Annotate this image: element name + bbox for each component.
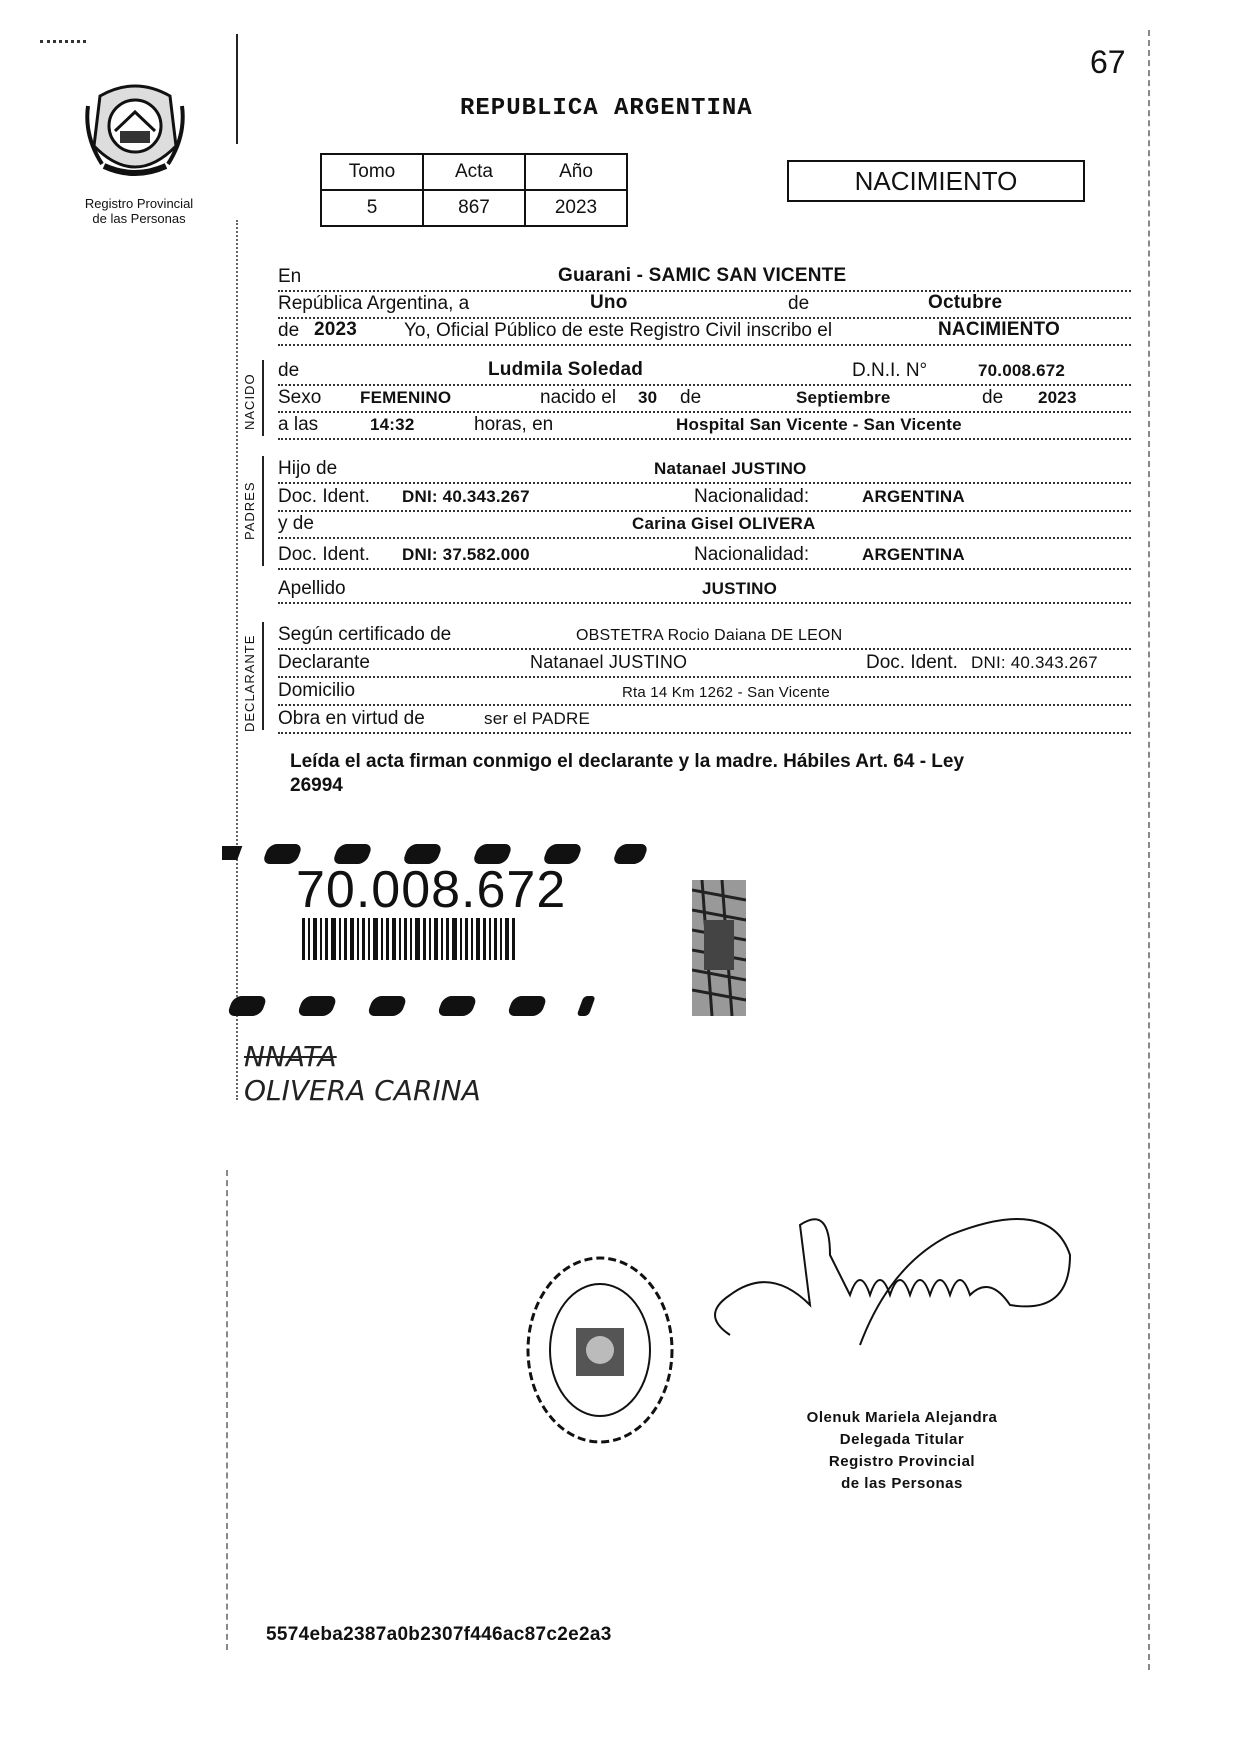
row-nombre bbox=[278, 358, 1131, 386]
handwriting-line1: NNATA bbox=[244, 1040, 337, 1073]
sticker-number: 70.008.672 bbox=[296, 861, 567, 919]
acta-value: 867 bbox=[423, 190, 525, 226]
nac-de2-label: de bbox=[982, 387, 1004, 408]
sticker-pattern-bottom bbox=[222, 996, 596, 1016]
handwriting-line2: OLIVERA CARINA bbox=[244, 1074, 481, 1107]
right-margin-dashed-line bbox=[1148, 30, 1150, 1670]
row-hora bbox=[278, 412, 1131, 440]
document-hash: 5574eba2387a0b2307f446ac87c2e2a3 bbox=[266, 1624, 612, 1645]
row-madre bbox=[278, 511, 1131, 539]
official-signature bbox=[690, 1195, 1100, 1375]
madre-value: Carina Gisel OLIVERA bbox=[632, 514, 816, 533]
hijo-label: Hijo de bbox=[278, 458, 338, 479]
row-declarante bbox=[278, 650, 1131, 678]
declarante-bracket bbox=[262, 622, 264, 730]
nac-anio-value: 2023 bbox=[1038, 388, 1077, 407]
row-apellido bbox=[278, 576, 1131, 604]
row-obra bbox=[278, 706, 1131, 734]
document-type-box: NACIMIENTO bbox=[787, 160, 1085, 202]
tomo-value: 5 bbox=[321, 190, 423, 226]
nac-de-label: de bbox=[680, 387, 702, 408]
closing-note-line2: 26994 bbox=[290, 775, 343, 796]
ano-header: Año bbox=[525, 154, 627, 190]
de-label: de bbox=[788, 293, 810, 314]
hora-value: 14:32 bbox=[370, 415, 415, 434]
official-line2: Delegada Titular bbox=[839, 1431, 965, 1448]
padre-doc-value: DNI: 40.343.267 bbox=[402, 487, 530, 506]
dia-value: Uno bbox=[590, 292, 628, 313]
padres-bracket bbox=[262, 456, 264, 566]
republica-label: República Argentina, a bbox=[278, 293, 470, 314]
apellido-value: JUSTINO bbox=[702, 579, 778, 598]
coat-of-arms-logo bbox=[80, 76, 190, 186]
madre-doc-value: DNI: 37.582.000 bbox=[402, 545, 530, 564]
obra-value: ser el PADRE bbox=[484, 709, 591, 728]
domicilio-label: Domicilio bbox=[278, 680, 356, 701]
horas-label: horas, en bbox=[474, 414, 554, 435]
row-republica bbox=[278, 291, 1131, 319]
row-anio bbox=[278, 318, 1131, 346]
declarante-section-label: DECLARANTE bbox=[242, 634, 257, 732]
closing-note bbox=[290, 750, 1130, 798]
page-number: 67 bbox=[1090, 44, 1126, 80]
row-en bbox=[278, 264, 1131, 292]
madre-doc-label: Doc. Ident. bbox=[278, 544, 370, 565]
nacido-el-label: nacido el bbox=[540, 387, 617, 408]
row-domicilio bbox=[278, 678, 1131, 706]
acta-header: Acta bbox=[423, 154, 525, 190]
closing-note-line1: Leída el acta firman conmigo el declarante y la madre. Hábiles Art. 64 - Ley bbox=[290, 751, 965, 772]
registro-line2: de las Personas bbox=[92, 211, 186, 226]
alas-label: a las bbox=[278, 414, 319, 435]
registro-line1: Registro Provincial bbox=[84, 196, 194, 211]
de2-label: de bbox=[278, 320, 300, 341]
madre-nac-label: Nacionalidad: bbox=[694, 544, 810, 565]
obra-label: Obra en virtud de bbox=[278, 708, 425, 729]
dni-label: D.N.I. N° bbox=[852, 360, 928, 381]
yo-label: Yo, Oficial Público de este Registro Civil inscribo el bbox=[404, 320, 833, 341]
row-certificado bbox=[278, 622, 1131, 650]
de3-label: de bbox=[278, 360, 300, 381]
nac-mes-value: Septiembre bbox=[796, 388, 891, 407]
en-value: Guarani - SAMIC SAN VICENTE bbox=[558, 265, 847, 286]
nacido-section-label: NACIDO bbox=[242, 373, 257, 430]
nac-dia-value: 30 bbox=[638, 388, 658, 407]
nacido-bracket bbox=[262, 360, 264, 436]
official-line3: Registro Provincial bbox=[828, 1453, 976, 1470]
sexo-value: FEMENINO bbox=[360, 388, 452, 407]
domicilio-value: Rta 14 Km 1262 - San Vicente bbox=[622, 684, 830, 701]
ano-value: 2023 bbox=[525, 190, 627, 226]
row-hijo bbox=[278, 456, 1131, 484]
nombre-value: Ludmila Soledad bbox=[488, 359, 644, 380]
mes-value: Octubre bbox=[928, 292, 1003, 313]
row-sexo bbox=[278, 385, 1131, 413]
registro-label bbox=[58, 196, 220, 226]
padre-doc-label: Doc. Ident. bbox=[278, 486, 370, 507]
lugar-value: Hospital San Vicente - San Vicente bbox=[676, 415, 962, 434]
apellido-label: Apellido bbox=[278, 578, 346, 599]
declarante-doc-value: DNI: 40.343.267 bbox=[971, 653, 1098, 672]
page-title: REPUBLICA ARGENTINA bbox=[460, 95, 753, 122]
yde-label: y de bbox=[278, 513, 314, 534]
sexo-label: Sexo bbox=[278, 387, 322, 408]
left-lower-dashed-line bbox=[226, 1170, 228, 1650]
certificado-label: Según certificado de bbox=[278, 624, 452, 645]
dni-value: 70.008.672 bbox=[978, 361, 1066, 380]
tomo-header: Tomo bbox=[321, 154, 423, 190]
en-label: En bbox=[278, 266, 302, 287]
declarante-label: Declarante bbox=[278, 652, 370, 673]
declarante-value: Natanael JUSTINO bbox=[530, 652, 688, 672]
padre-nac-value: ARGENTINA bbox=[862, 487, 965, 506]
table-value-row bbox=[321, 190, 627, 226]
official-name-block bbox=[782, 1407, 1022, 1495]
declarante-doc-label: Doc. Ident. bbox=[866, 652, 958, 673]
madre-nac-value: ARGENTINA bbox=[862, 545, 965, 564]
tipo-value: NACIMIENTO bbox=[938, 319, 1060, 340]
tomo-acta-ano-table bbox=[320, 153, 628, 227]
certificado-value: OBSTETRA Rocio Daiana DE LEON bbox=[576, 627, 843, 644]
official-line4: de las Personas bbox=[841, 1475, 963, 1492]
left-margin-line bbox=[236, 34, 238, 144]
anio-value: 2023 bbox=[314, 319, 358, 340]
scan-mark bbox=[40, 40, 86, 46]
security-hologram bbox=[692, 880, 746, 1016]
handwritten-signature-madre bbox=[244, 1040, 481, 1108]
padres-section-label: PADRES bbox=[242, 481, 257, 540]
row-madre-doc bbox=[278, 542, 1131, 570]
official-seal bbox=[520, 1250, 680, 1450]
padre-nac-label: Nacionalidad: bbox=[694, 486, 810, 507]
row-padre-doc bbox=[278, 484, 1131, 512]
barcode-bars bbox=[302, 918, 515, 960]
official-line1: Olenuk Mariela Alejandra bbox=[806, 1409, 998, 1426]
table-header-row bbox=[321, 154, 627, 190]
padre-value: Natanael JUSTINO bbox=[654, 459, 807, 478]
